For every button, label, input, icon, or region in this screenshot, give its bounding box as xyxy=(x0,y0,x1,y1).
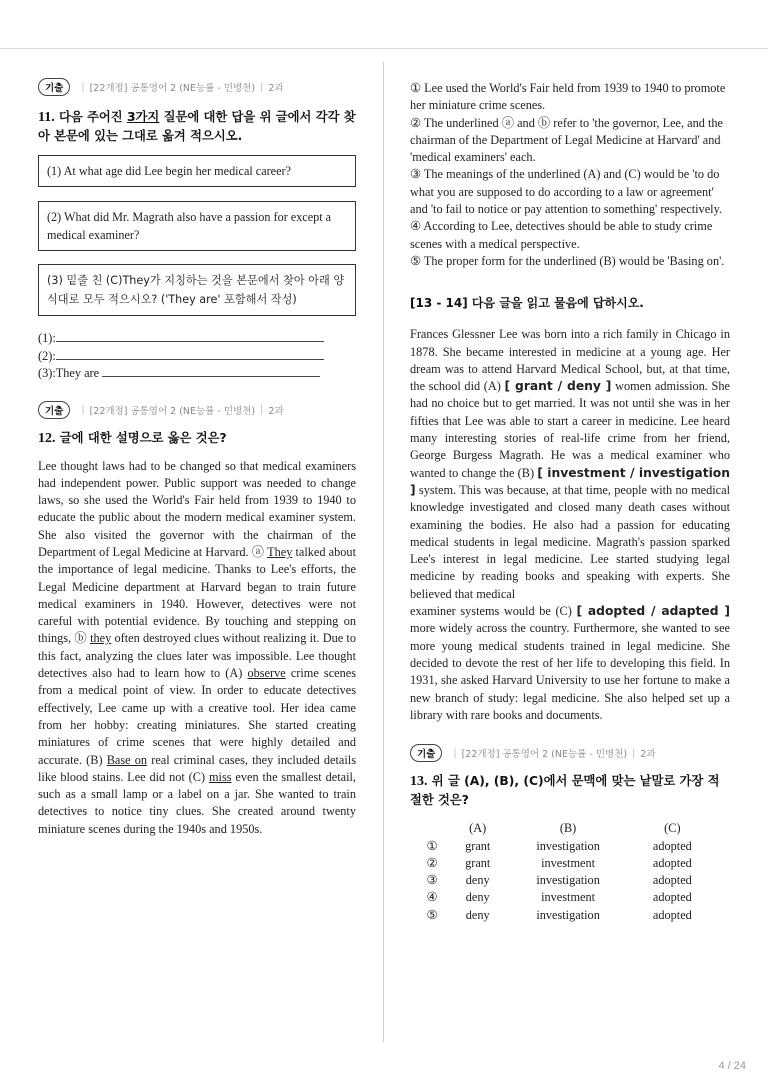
source-lesson: 2과 xyxy=(268,405,284,417)
table-cell: grant xyxy=(465,855,491,870)
answer-table xyxy=(412,820,712,924)
source-lesson: 2과 xyxy=(268,83,284,94)
table-cell: ③ xyxy=(426,873,438,888)
question-number: 13. xyxy=(410,774,428,790)
table-cell: investigation xyxy=(536,873,600,888)
passage-text: real criminal cases, they included details like blood stains. Lee did not (C) xyxy=(38,752,356,784)
table-header xyxy=(412,820,452,837)
source-tag-q13: 기출 | [22개정] 공통영어 2 (NE능률 - 민병천) | 2과 xyxy=(410,744,730,762)
question-13-title xyxy=(410,772,730,810)
table-cell: investment xyxy=(541,890,596,905)
blank-line xyxy=(56,358,324,360)
q12-options xyxy=(410,80,730,270)
answer-line-2 xyxy=(38,348,356,366)
table-cell: investment xyxy=(541,855,596,870)
option-5: ⑤ The proper form for the underlined (B) would be 'Basing on'. xyxy=(410,253,725,268)
answer-line-1 xyxy=(38,330,356,348)
column-divider xyxy=(383,62,384,1042)
passage-q12 xyxy=(38,458,356,839)
source-badge: 기출 xyxy=(38,78,70,96)
question-text-underlined: 3가지 xyxy=(126,110,160,124)
passage-text: system. This was because, at that time, people with no medical knowledge investigated and closed many death cases without examining the bodies. He also had a passion for educating medical students in legal medicine. Magrath's passion sparked Lee's interest in legal medicine. Lee started studying legal medicine by reading books and speaking with experts. She believed that medical xyxy=(410,482,730,601)
passage-13-14 xyxy=(410,326,730,724)
table-cell: adopted xyxy=(652,855,692,870)
passage-text: examiner systems would be (C) xyxy=(410,604,577,619)
option-2: ② The underlined ⓐ and ⓑ refer to 'the governor, Lee, and the chairman of the Department of Legal Medicine at Harvard' and 'medical examiners' each. xyxy=(410,115,723,165)
question-box-1: (1) At what age did Lee begin her medical career? xyxy=(38,155,356,187)
marker-b: ⓑ xyxy=(74,631,87,646)
question-text: 글에 대한 설명으로 옳은 것은? xyxy=(55,430,227,445)
table-cell: ⑤ xyxy=(426,907,438,922)
choice-bracket-c: [ adopted / adapted ] xyxy=(576,604,730,619)
answer-label: (1): xyxy=(38,331,56,345)
table-row xyxy=(412,872,712,889)
source-badge: 기출 xyxy=(38,401,70,419)
table-cell: adopted xyxy=(652,907,692,922)
table-cell: deny xyxy=(465,890,490,905)
underlined-observe: observe xyxy=(247,666,286,681)
section-heading-13-14: [13 - 14] 다음 글을 읽고 물음에 답하시오. xyxy=(410,296,644,311)
table-header-row xyxy=(412,820,712,837)
table-header: (A) xyxy=(469,821,487,836)
source-badge: 기출 xyxy=(410,744,442,762)
underlined-base-on: Base on xyxy=(106,752,148,767)
table-cell: grant xyxy=(465,838,491,853)
question-text: 다음 주어진 xyxy=(54,110,127,124)
underlined-miss: miss xyxy=(208,769,232,784)
choice-bracket-b: [ investment / investigation ] xyxy=(410,465,730,497)
passage-text: Lee thought laws had to be changed so that medical examiners had independent power. Public support was needed to change laws, so she used the World's Fair held from 1939 to 1940 to educate the public about the modern medical examiner system. She also visited the governor with the chairman of the Department of Legal Medicine at Harvard. xyxy=(38,458,356,559)
blank-line xyxy=(56,340,324,342)
left-column xyxy=(38,78,356,838)
underlined-they-b: they xyxy=(90,631,112,646)
right-column xyxy=(410,80,730,924)
passage-text: Frances Glessner Lee was born into a rich family in Chicago in 1878. She became interested in medicine at a young age. Her dream was to attend Harvard Medical School, but, at that time, the school did (A) xyxy=(410,327,730,394)
question-11-title xyxy=(38,108,356,146)
source-tag-q12: 기출 | [22개정] 공통영어 2 (NE능률 - 민병천) | 2과 xyxy=(38,401,356,419)
table-cell: ④ xyxy=(426,890,438,905)
source-lesson: 2과 xyxy=(640,749,656,761)
choice-bracket-a: [ grant / deny ] xyxy=(504,379,612,394)
marker-a: ⓐ xyxy=(251,544,265,559)
passage-text: often destroyed clues without realizing it. Due to this fact, analyzing the clues later was impossible. Lee thought detectives also had to learn how to (A) xyxy=(38,631,356,681)
table-row xyxy=(412,855,712,872)
page-number: 4 / 24 xyxy=(718,1060,746,1072)
table-cell: ② xyxy=(426,855,438,870)
option-4: ④ According to Lee, detectives should be able to study crime scenes with a medical perspective. xyxy=(410,219,713,251)
underlined-they-a: They xyxy=(267,544,293,559)
table-cell: adopted xyxy=(652,890,692,905)
table-cell: investigation xyxy=(536,838,600,853)
table-cell: deny xyxy=(465,873,490,888)
table-row xyxy=(412,889,712,906)
answer-label: (3):They are xyxy=(38,366,100,380)
question-text: 위 글 (A), (B), (C)에서 문맥에 맞는 낱말로 가장 적절한 것은? xyxy=(410,774,720,808)
table-cell: adopted xyxy=(652,838,692,853)
passage-text: talked about the importance of legal medicine. Thanks to Lee's efforts, the Legal Medicine department at Harvard began to train future medical examiners in 1940. However, detectives were not careful with potential evidence. By touching and stepping on things, xyxy=(38,544,356,646)
option-1: ① Lee used the World's Fair held from 1939 to 1940 to promote her miniature crime scenes. xyxy=(410,81,726,113)
passage-text: crime scenes from a medical point of view. In order to educate detectives effectively, Lee came up with a creative tool. Her idea came from her hobby: creating miniatures. She started creating miniatures of crime scenes that were highly detailed and accurate. (B) xyxy=(38,666,356,767)
table-cell: ① xyxy=(426,838,438,853)
header-rule xyxy=(0,48,768,49)
option-3: ③ The meanings of the underlined (A) and (C) would be 'to do what you are supposed to do according to a law or agreement' and 'to fail to notice or pay attention to something' respectively. xyxy=(410,167,722,217)
table-cell: adopted xyxy=(652,873,692,888)
question-number: 12. xyxy=(38,430,56,446)
question-box-2: (2) What did Mr. Magrath also have a passion for except a medical examiner? xyxy=(38,201,356,251)
source-text: [22개정] 공통영어 2 (NE능률 - 민병천) xyxy=(89,405,256,417)
table-row xyxy=(412,837,712,854)
passage-text: women admission. She had no choice but to get married. It was not until she was in her fifties that Lee was able to start a career in medicine. Lee heard many interesting stories of real-life crime from her friend, George Burgess Magrath. He was a medical examiner who wanted to change the (B) xyxy=(410,379,730,480)
question-12-title xyxy=(38,429,356,448)
question-box-3: (3) 밑줄 친 (C)They가 지칭하는 것을 본문에서 찾아 아래 양식대로 모두 적으시오? ('They are' 포함해서 작성) xyxy=(38,264,356,316)
answer-line-3 xyxy=(38,365,356,383)
blank-line xyxy=(102,375,320,377)
table-cell: deny xyxy=(465,907,490,922)
answer-label: (2): xyxy=(38,348,56,363)
answer-lines xyxy=(38,330,356,383)
question-text: 질문에 대한 답을 위 글에서 각각 찾아 본문에 있는 그대로 옮겨 적으시오. xyxy=(38,110,356,143)
table-header: (B) xyxy=(559,821,577,836)
table-cell: investigation xyxy=(536,907,600,922)
source-text: [22개정] 공통영어 2 (NE능률 - 민병천) xyxy=(461,749,628,761)
passage-text: more widely across the country. Furthermore, she wanted to see more young medical students trained in legal medicine. She decided to devote the rest of her life to developing this field. In 1931, she asked Harvard University to use her fortune to make a new branch of study: legal medicine. She also helped set up a library with rare books and documents. xyxy=(410,621,730,722)
table-header: (C) xyxy=(664,821,681,836)
source-text: [22개정] 공통영어 2 (NE능률 - 민병천) xyxy=(89,83,256,94)
source-tag-q11: 기출 | [22개정] 공통영어 2 (NE능률 - 민병천) | 2과 xyxy=(38,78,356,96)
table-row xyxy=(412,907,712,924)
question-number: 11. xyxy=(38,110,55,125)
passage-text: even the smallest detail, such as a small lamp or a label on a jar. She wanted to train detectives to notice tiny clues. She created around twenty miniature scenes during the 1940s and 1950s. xyxy=(38,769,356,836)
